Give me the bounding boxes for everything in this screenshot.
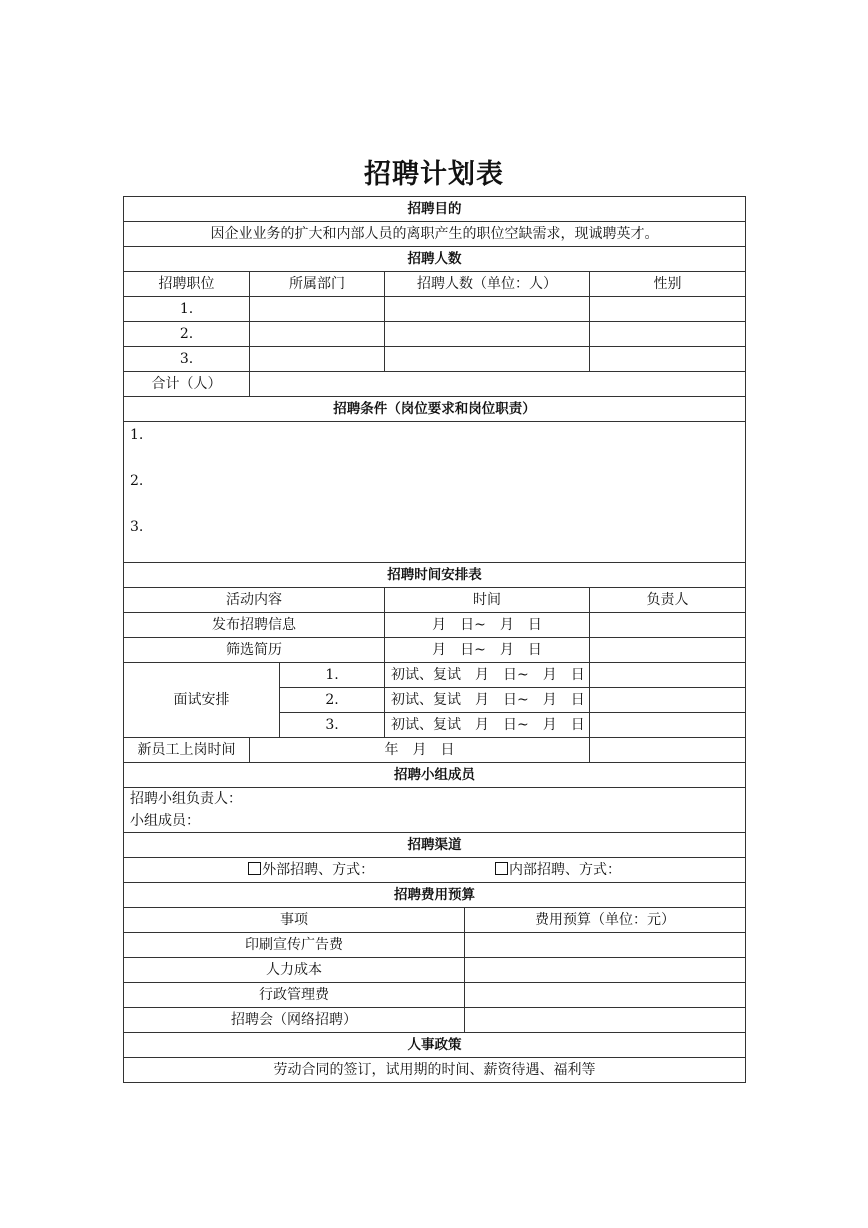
budget-value-cell[interactable]	[465, 1008, 746, 1033]
table-row	[124, 933, 746, 958]
team-leader-label: 招聘小组负责人：	[130, 791, 242, 807]
team-members-label: 小组成员：	[130, 813, 200, 829]
section-header-channels: 招聘渠道	[124, 833, 746, 858]
count-cell[interactable]	[385, 322, 590, 347]
owner-cell[interactable]	[590, 638, 746, 663]
col-header-gender: 性别	[590, 272, 746, 297]
budget-value-cell[interactable]	[465, 983, 746, 1008]
internal-checkbox[interactable]	[495, 862, 508, 875]
section-header-purpose: 招聘目的	[124, 197, 746, 222]
budget-item: 印刷宣传广告费	[124, 933, 465, 958]
owner-cell[interactable]	[590, 713, 746, 738]
interview-time[interactable]: 初试、复试 月 日~ 月 日	[385, 688, 590, 713]
budget-item: 人力成本	[124, 958, 465, 983]
owner-cell[interactable]	[590, 613, 746, 638]
total-value-cell[interactable]	[250, 372, 746, 397]
interview-num: 3.	[280, 713, 385, 738]
activity-screen: 筛选简历	[124, 638, 385, 663]
col-header-activity: 活动内容	[124, 588, 385, 613]
page-title: 招聘计划表	[364, 159, 504, 190]
col-header-count: 招聘人数（单位：人）	[385, 272, 590, 297]
table-row	[124, 297, 746, 322]
table-row	[124, 322, 746, 347]
position-cell[interactable]: 3.	[124, 347, 250, 372]
col-header-time: 时间	[385, 588, 590, 613]
purpose-text: 因企业业务的扩大和内部人员的离职产生的职位空缺需求，现诚聘英才。	[124, 222, 746, 247]
time-publish[interactable]: 月 日~ 月 日	[385, 613, 590, 638]
total-label: 合计（人）	[124, 372, 250, 397]
department-cell[interactable]	[250, 347, 385, 372]
activity-interview: 面试安排	[124, 663, 280, 738]
section-header-schedule: 招聘时间安排表	[124, 563, 746, 588]
interview-time[interactable]: 初试、复试 月 日~ 月 日	[385, 713, 590, 738]
table-row	[124, 347, 746, 372]
interview-num: 2.	[280, 688, 385, 713]
condition-item: 2.	[130, 473, 144, 489]
conditions-cell[interactable]	[124, 422, 746, 563]
count-cell[interactable]	[385, 297, 590, 322]
external-channel-label: 外部招聘、方式：	[262, 861, 375, 878]
gender-cell[interactable]	[590, 347, 746, 372]
table-row	[124, 983, 746, 1008]
owner-cell[interactable]	[590, 688, 746, 713]
condition-item: 3.	[130, 519, 144, 535]
activity-onboard: 新员工上岗时间	[124, 738, 250, 763]
recruitment-plan-table	[123, 196, 746, 1083]
section-header-conditions: 招聘条件（岗位要求和岗位职责）	[124, 397, 746, 422]
gender-cell[interactable]	[590, 322, 746, 347]
budget-value-cell[interactable]	[465, 958, 746, 983]
col-header-owner: 负责人	[590, 588, 746, 613]
interview-num: 1.	[280, 663, 385, 688]
department-cell[interactable]	[250, 322, 385, 347]
activity-publish: 发布招聘信息	[124, 613, 385, 638]
budget-value-cell[interactable]	[465, 933, 746, 958]
position-cell[interactable]: 1.	[124, 297, 250, 322]
table-row	[124, 958, 746, 983]
interview-time[interactable]: 初试、复试 月 日~ 月 日	[385, 663, 590, 688]
gender-cell[interactable]	[590, 297, 746, 322]
section-header-policy: 人事政策	[124, 1033, 746, 1058]
internal-channel-label: 内部招聘、方式：	[508, 861, 621, 878]
section-header-headcount: 招聘人数	[124, 247, 746, 272]
section-header-team: 招聘小组成员	[124, 763, 746, 788]
count-cell[interactable]	[385, 347, 590, 372]
col-header-budget: 费用预算（单位：元）	[465, 908, 746, 933]
col-header-position: 招聘职位	[124, 272, 250, 297]
department-cell[interactable]	[250, 297, 385, 322]
budget-item: 招聘会（网络招聘）	[124, 1008, 465, 1033]
section-header-budget: 招聘费用预算	[124, 883, 746, 908]
condition-item: 1.	[130, 427, 144, 443]
time-onboard[interactable]: 年 月 日	[250, 738, 590, 763]
time-screen[interactable]: 月 日~ 月 日	[385, 638, 590, 663]
position-cell[interactable]: 2.	[124, 322, 250, 347]
col-header-item: 事项	[124, 908, 465, 933]
owner-cell[interactable]	[590, 663, 746, 688]
table-row	[124, 1008, 746, 1033]
external-checkbox[interactable]	[248, 862, 261, 875]
col-header-department: 所属部门	[250, 272, 385, 297]
budget-item: 行政管理费	[124, 983, 465, 1008]
channels-row	[124, 858, 746, 883]
policy-text: 劳动合同的签订，试用期的时间、薪资待遇、福利等	[124, 1058, 746, 1083]
owner-cell[interactable]	[590, 738, 746, 763]
team-cell[interactable]	[124, 788, 746, 833]
